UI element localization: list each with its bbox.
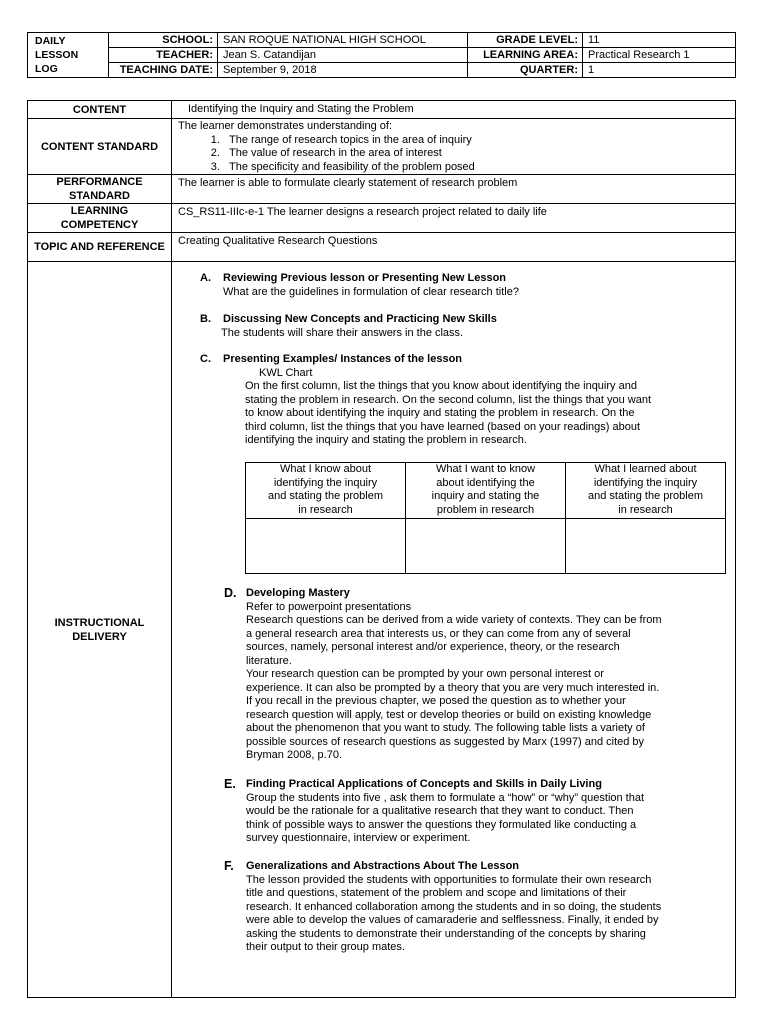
body-line: The lesson provided the students with opportunities to formulate their own research [246,873,652,886]
section-heading [224,777,732,792]
section-heading [200,272,733,286]
performance-standard-value: The learner is able to formulate clearly statement of research problem [172,175,736,204]
content-standard-label: CONTENT STANDARD [28,119,172,175]
body-line: On the first column, list the things that you know about identifying the inquiry and [245,380,637,392]
kwl-header-learned [566,463,726,519]
grade-level-label: GRADE LEVEL: [468,33,583,48]
learning-area-label: LEARNING AREA: [468,48,583,63]
list-item: 2. The value of research in the area of interest [223,147,729,161]
kwl-line: What I want to know [435,463,536,475]
teacher-label: TEACHER: [109,48,218,63]
section-title: Generalizations and Abstractions About The Lesson [246,860,520,872]
content-label: CONTENT [28,101,172,119]
daily-lesson-log-title [28,33,109,78]
section-a [200,272,733,299]
section-letter: B. [200,313,211,325]
body-line: would be the rationale for a qualitative research that they want to conduct. Then [246,805,634,817]
section-title: Reviewing Previous lesson or Presenting New Lesson [223,272,507,284]
dll-line: LESSON [35,49,79,61]
topic-reference-value: Creating Qualitative Research Questions [172,233,736,262]
section-heading [224,859,732,874]
body-line: a general research area that interests us, or they can come from any of several [246,627,631,640]
kwl-line: What I know about [279,463,372,475]
kwl-chart-table [245,462,726,574]
kwl-line: identifying the inquiry [273,476,378,489]
section-letter: A. [200,272,211,284]
school-label: SCHOOL: [109,33,218,48]
body-line: asking the students to demonstrate their understanding of the concepts by sharing [246,927,646,940]
section-body [246,874,732,955]
section-heading [200,353,733,367]
body-line: about the phenomenon that you want to study. The following table lists a variety of [246,722,645,734]
header-table [27,32,736,78]
section-body [221,327,733,341]
section-letter: F. [224,859,234,873]
kwl-line: problem in research [436,503,535,516]
section-title: Developing Mastery [246,587,350,599]
body-line: were able to develop the values of camaraderie and selflessness. Finally, it ended by [246,914,659,926]
content-value: Identifying the Inquiry and Stating the Problem [172,101,736,119]
topic-reference-label: TOPIC AND REFERENCE [28,233,172,262]
body-line: Research questions can be derived from a wide variety of contexts. They can be from [246,614,662,626]
quarter-value: 1 [583,63,736,78]
section-body [246,792,732,846]
section-e [224,777,732,846]
section-b [200,313,733,340]
section-f [224,859,732,955]
school-value: SAN ROQUE NATIONAL HIGH SCHOOL [218,33,468,48]
body-line: sources, namely, personal interest and/or experience, theory, or the research [246,641,620,653]
dll-line: DAILY [35,35,66,47]
body-line: The students will share their answers in the class. [221,326,464,339]
learning-competency-value: CS_RS11-IIIc-e-1 The learner designs a research project related to daily life [172,204,736,233]
section-letter: E. [224,777,236,791]
body-line: possible sources of research questions as suggested by Marx (1997) and cited by [246,735,645,748]
standard-intro: The learner demonstrates understanding of: [178,120,393,132]
instructional-delivery-label [28,262,172,998]
kwl-line: identifying the inquiry [593,476,698,489]
section-title: Presenting Examples/ Instances of the lesson [223,353,463,365]
learning-area-value: Practical Research 1 [583,48,736,63]
body-line: Bryman 2008, p.70. [246,749,343,761]
list-item: 1. The range of research topics in the area of inquiry [223,134,729,148]
kwl-line: about identifying the [436,476,535,489]
kwl-cell-empty [566,519,726,574]
kwl-line: and stating the problem [268,490,383,502]
section-title: Discussing New Concepts and Practicing New Skills [223,313,497,325]
teaching-date-label: TEACHING DATE: [109,63,218,78]
body-line: research question will apply, test or develop theories or build on existing knowledge [246,708,652,721]
kwl-line: and stating the problem [588,490,703,502]
body-line: think of possible ways to answer the questions they formulated like conducting a [246,818,637,831]
kwl-cell-empty [406,519,566,574]
section-d [224,586,732,763]
kwl-line: in research [618,503,673,516]
section-body [223,286,733,300]
body-line: What are the guidelines in formulation of clear research title? [223,285,519,298]
section-heading [200,313,733,327]
section-c [200,353,733,448]
body-line: literature. [246,654,292,667]
body-line: identifying the inquiry and stating the problem in research. [245,434,527,446]
section-letter: C. [200,353,211,365]
body-line: stating the problem in research. On the second column, list the things that you want [245,393,652,406]
content-standard-value [172,119,736,175]
body-line: Your research question can be prompted by your own personal interest or [246,668,604,680]
section-title: Finding Practical Applications of Concepts and Skills in Daily Living [246,778,602,790]
section-body [245,367,733,448]
body-line: If you recall in the previous chapter, we posed the question as to whether your [246,695,626,707]
kwl-header-know [246,463,406,519]
body-line: experience. It can also be prompted by a theory that you are very much interested in. [246,681,660,694]
list-item: 3. The specificity and feasibility of the problem posed [223,161,729,175]
body-line: Group the students into five , ask them to formulate a “how” or “why” question that [246,791,645,804]
performance-standard-label: PERFORMANCE STANDARD [28,175,172,204]
section-heading [224,586,732,601]
section-body [246,601,732,763]
grade-level-value: 11 [583,33,736,48]
body-line: their output to their group mates. [246,941,405,953]
kwl-header-want [406,463,566,519]
standard-list [178,134,729,175]
kwl-line: inquiry and stating the [431,490,540,502]
kwl-line: What I learned about [594,463,697,475]
learning-competency-label: LEARNING COMPETENCY [28,204,172,233]
kwl-line: in research [298,503,353,516]
section-letter: D. [224,586,237,600]
body-line: to know about identifying the inquiry and stating the problem in research. On the [245,407,635,419]
body-line: research. It enhanced collaboration among the students and in so doing, the students [246,900,662,913]
quarter-label: QUARTER: [468,63,583,78]
teacher-value: Jean S. Catandijan [218,48,468,63]
instructional-delivery-text: INSTRUCTIONAL DELIVERY [54,616,145,643]
dll-line: LOG [35,63,58,75]
body-line: Refer to powerpoint presentations [246,600,412,613]
body-line: survey questionnaire, interview or experiment. [246,832,471,844]
kwl-cell-empty [246,519,406,574]
body-line: title and questions, statement of the problem and scope and limitations of their [246,887,627,899]
teaching-date-value: September 9, 2018 [218,63,468,78]
body-line: third column, list the things that you have learned (based on your readings) about [245,420,641,433]
body-line: KWL Chart [259,366,313,379]
